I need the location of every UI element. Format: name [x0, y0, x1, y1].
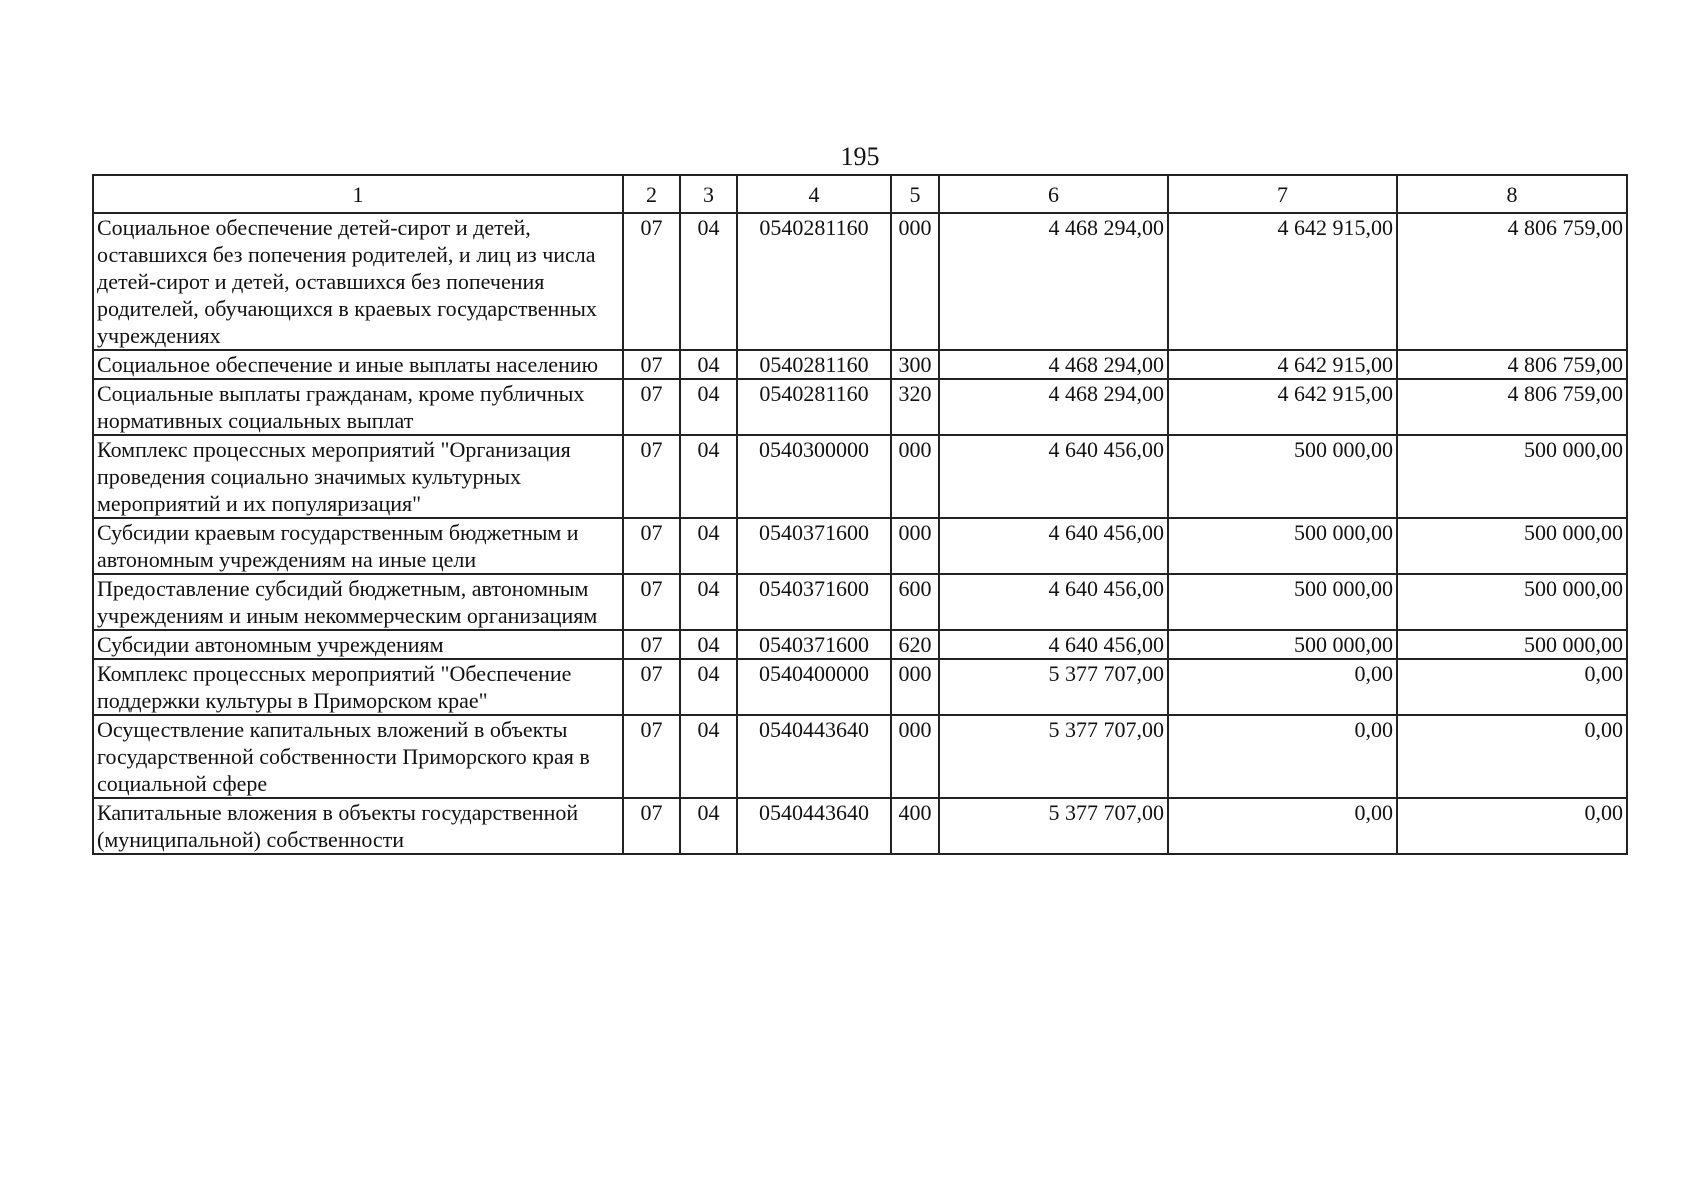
code-target: 0540443640: [737, 798, 891, 854]
code-target: 0540281160: [737, 213, 891, 350]
column-header: 4: [737, 175, 891, 213]
row-name: Капитальные вложения в объекты государственной (муниципальной) собственности: [93, 798, 623, 854]
code-expense-type: 600: [891, 574, 939, 630]
amount-col8: 500 000,00: [1397, 630, 1627, 659]
code-section: 07: [623, 715, 680, 798]
amount-col8: 4 806 759,00: [1397, 379, 1627, 435]
code-target: 0540371600: [737, 630, 891, 659]
budget-table: [92, 174, 1628, 855]
code-section: 07: [623, 435, 680, 518]
code-target: 0540371600: [737, 574, 891, 630]
code-expense-type: 000: [891, 659, 939, 715]
amount-col7: 4 642 915,00: [1168, 213, 1397, 350]
code-target: 0540443640: [737, 715, 891, 798]
amount-col6: 4 468 294,00: [939, 379, 1168, 435]
amount-col8: 500 000,00: [1397, 518, 1627, 574]
amount-col7: 0,00: [1168, 659, 1397, 715]
code-expense-type: 000: [891, 435, 939, 518]
table-row: [93, 715, 1627, 798]
amount-col8: 0,00: [1397, 798, 1627, 854]
table-row: [93, 574, 1627, 630]
page-number: 195: [840, 142, 880, 171]
code-subsection: 04: [680, 659, 737, 715]
code-subsection: 04: [680, 715, 737, 798]
code-subsection: 04: [680, 350, 737, 379]
row-name: Субсидии автономным учреждениям: [93, 630, 623, 659]
code-target: 0540371600: [737, 518, 891, 574]
header-row: [93, 175, 1627, 213]
amount-col7: 500 000,00: [1168, 435, 1397, 518]
column-header: 8: [1397, 175, 1627, 213]
amount-col6: 4 640 456,00: [939, 518, 1168, 574]
amount-col8: 4 806 759,00: [1397, 213, 1627, 350]
amount-col7: 0,00: [1168, 798, 1397, 854]
row-name: Комплекс процессных мероприятий "Организация проведения социально значимых культурных мероприятий и их популяризация": [93, 435, 623, 518]
code-subsection: 04: [680, 435, 737, 518]
amount-col8: 0,00: [1397, 659, 1627, 715]
amount-col8: 500 000,00: [1397, 574, 1627, 630]
amount-col8: 500 000,00: [1397, 435, 1627, 518]
amount-col6: 4 640 456,00: [939, 574, 1168, 630]
amount-col7: 500 000,00: [1168, 518, 1397, 574]
row-name: Социальные выплаты гражданам, кроме публичных нормативных социальных выплат: [93, 379, 623, 435]
row-name: Комплекс процессных мероприятий "Обеспечение поддержки культуры в Приморском крае": [93, 659, 623, 715]
table-row: [93, 518, 1627, 574]
code-expense-type: 400: [891, 798, 939, 854]
table-row: [93, 350, 1627, 379]
code-expense-type: 000: [891, 213, 939, 350]
code-target: 0540281160: [737, 350, 891, 379]
table-row: [93, 435, 1627, 518]
table-row: [93, 630, 1627, 659]
amount-col6: 4 468 294,00: [939, 350, 1168, 379]
amount-col8: 0,00: [1397, 715, 1627, 798]
code-target: 0540300000: [737, 435, 891, 518]
amount-col7: 4 642 915,00: [1168, 350, 1397, 379]
row-name: Социальное обеспечение детей-сирот и детей, оставшихся без попечения родителей, и лиц из числа детей-сирот и детей, оставшихся без попечения родителей, обучающихся в краевых государственных учреждениях: [93, 213, 623, 350]
code-expense-type: 000: [891, 715, 939, 798]
code-subsection: 04: [680, 518, 737, 574]
code-section: 07: [623, 659, 680, 715]
code-section: 07: [623, 798, 680, 854]
code-subsection: 04: [680, 630, 737, 659]
column-header: 6: [939, 175, 1168, 213]
code-section: 07: [623, 518, 680, 574]
code-section: 07: [623, 350, 680, 379]
table-row: [93, 213, 1627, 350]
code-section: 07: [623, 574, 680, 630]
code-subsection: 04: [680, 213, 737, 350]
column-header: 7: [1168, 175, 1397, 213]
code-subsection: 04: [680, 574, 737, 630]
row-name: Осуществление капитальных вложений в объекты государственной собственности Приморского края в социальной сфере: [93, 715, 623, 798]
code-target: 0540281160: [737, 379, 891, 435]
amount-col7: 0,00: [1168, 715, 1397, 798]
row-name: Субсидии краевым государственным бюджетным и автономным учреждениям на иные цели: [93, 518, 623, 574]
amount-col7: 500 000,00: [1168, 630, 1397, 659]
code-section: 07: [623, 630, 680, 659]
amount-col6: 5 377 707,00: [939, 798, 1168, 854]
column-header: 2: [623, 175, 680, 213]
table-row: [93, 379, 1627, 435]
code-expense-type: 320: [891, 379, 939, 435]
code-section: 07: [623, 213, 680, 350]
code-subsection: 04: [680, 379, 737, 435]
amount-col6: 4 640 456,00: [939, 435, 1168, 518]
amount-col7: 4 642 915,00: [1168, 379, 1397, 435]
row-name: Предоставление субсидий бюджетным, автономным учреждениям и иным некоммерческим организациям: [93, 574, 623, 630]
amount-col6: 5 377 707,00: [939, 659, 1168, 715]
code-subsection: 04: [680, 798, 737, 854]
amount-col7: 500 000,00: [1168, 574, 1397, 630]
column-header: 1: [93, 175, 623, 213]
amount-col8: 4 806 759,00: [1397, 350, 1627, 379]
table-row: [93, 798, 1627, 854]
amount-col6: 4 640 456,00: [939, 630, 1168, 659]
column-header: 5: [891, 175, 939, 213]
column-header: 3: [680, 175, 737, 213]
amount-col6: 5 377 707,00: [939, 715, 1168, 798]
code-expense-type: 000: [891, 518, 939, 574]
code-target: 0540400000: [737, 659, 891, 715]
amount-col6: 4 468 294,00: [939, 213, 1168, 350]
code-expense-type: 300: [891, 350, 939, 379]
code-expense-type: 620: [891, 630, 939, 659]
code-section: 07: [623, 379, 680, 435]
table-row: [93, 659, 1627, 715]
row-name: Социальное обеспечение и иные выплаты населению: [93, 350, 623, 379]
